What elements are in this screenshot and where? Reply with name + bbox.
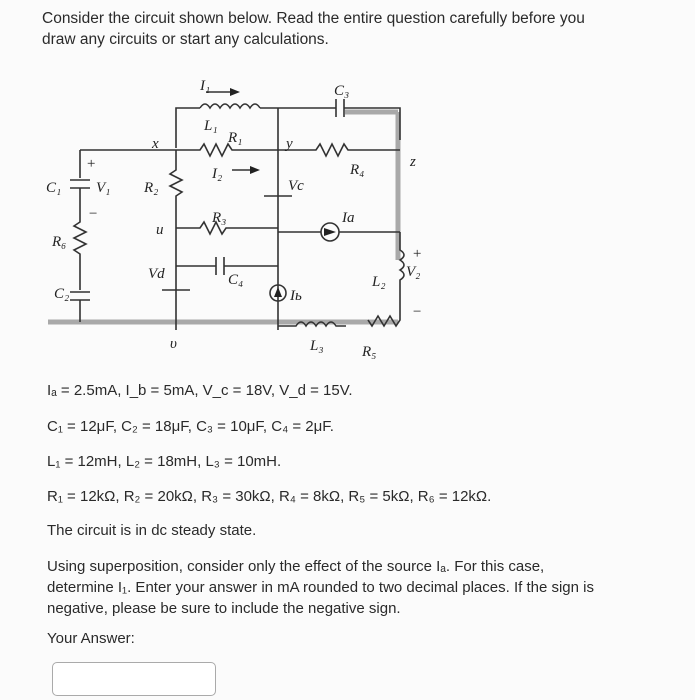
answer-label: Your Answer:	[47, 630, 135, 647]
arrow-i1-head	[230, 88, 240, 96]
label-r4: R₄	[350, 162, 365, 178]
given-resistors: R₁ = 12kΩ, R₂ = 20kΩ, R₃ = 30kΩ, R₄ = 8kΩ, R₅ = 5kΩ, R₆ = 12kΩ.	[47, 488, 492, 505]
label-v: υ	[170, 336, 177, 352]
label-i1: I₁	[200, 78, 211, 94]
intro-line-1: Consider the circuit shown below. Read the entire question carefully before you	[42, 10, 585, 27]
label-r3: R₃	[212, 210, 227, 226]
given-sources: Iₐ = 2.5mA, I_b = 5mA, V_c = 18V, V_d = 15V.	[47, 382, 353, 399]
ib-arrow	[274, 287, 282, 297]
resistor-r6	[74, 188, 86, 290]
intro-line-2: draw any circuits or start any calculations.	[42, 31, 329, 48]
given-capacitors: C₁ = 12μF, C₂ = 18μF, C₃ = 10μF, C₄ = 2μF.	[47, 418, 334, 435]
label-minus-1: −	[88, 206, 99, 222]
label-v2: V₂	[406, 264, 421, 280]
label-ia: Ia	[342, 210, 355, 226]
question-line-2: determine I₁. Enter your answer in mA rounded to two decimal places. If the sign is	[47, 579, 594, 596]
answer-input[interactable]	[52, 662, 216, 696]
label-vd: Vd	[148, 266, 165, 282]
label-y: y	[286, 136, 293, 152]
label-minus-2: −	[412, 304, 423, 320]
label-ib: Iь	[290, 288, 302, 304]
label-c4: C₄	[228, 272, 244, 288]
question-line-1: Using superposition, consider only the effect of the source Iₐ. For this case,	[47, 558, 545, 575]
resistor-r3	[176, 222, 278, 234]
label-i2: I₂	[212, 166, 223, 182]
question-line-3: negative, please be sure to include the negative sign.	[47, 600, 401, 617]
label-r2: R₂	[144, 180, 159, 196]
label-plus-1: +	[86, 156, 97, 172]
label-x: x	[152, 136, 159, 152]
steady-state-note: The circuit is in dc steady state.	[47, 522, 257, 539]
resistor-r2	[170, 150, 182, 330]
arrow-i2-head	[250, 166, 260, 174]
label-z: z	[410, 154, 416, 170]
inductor-l1	[200, 104, 260, 108]
label-r6: R₆	[52, 234, 67, 250]
label-v1: V₁	[96, 180, 111, 196]
label-c1: C₁	[46, 180, 62, 196]
label-u: u	[156, 222, 164, 238]
wire-x-top	[176, 108, 200, 148]
label-l1: L₁	[204, 118, 218, 134]
label-l3: L₃	[310, 338, 324, 354]
ia-arrow	[324, 228, 336, 236]
label-vc: Vc	[288, 178, 304, 194]
label-plus-2: +	[412, 246, 423, 262]
given-inductors: L₁ = 12mH, L₂ = 18mH, L₃ = 10mH.	[47, 453, 282, 470]
label-c3: C₃	[334, 83, 350, 99]
label-r5: R₅	[362, 344, 377, 360]
label-l2: L₂	[372, 274, 386, 290]
label-r1: R₁	[228, 130, 243, 146]
label-c2: C₂	[54, 286, 70, 302]
